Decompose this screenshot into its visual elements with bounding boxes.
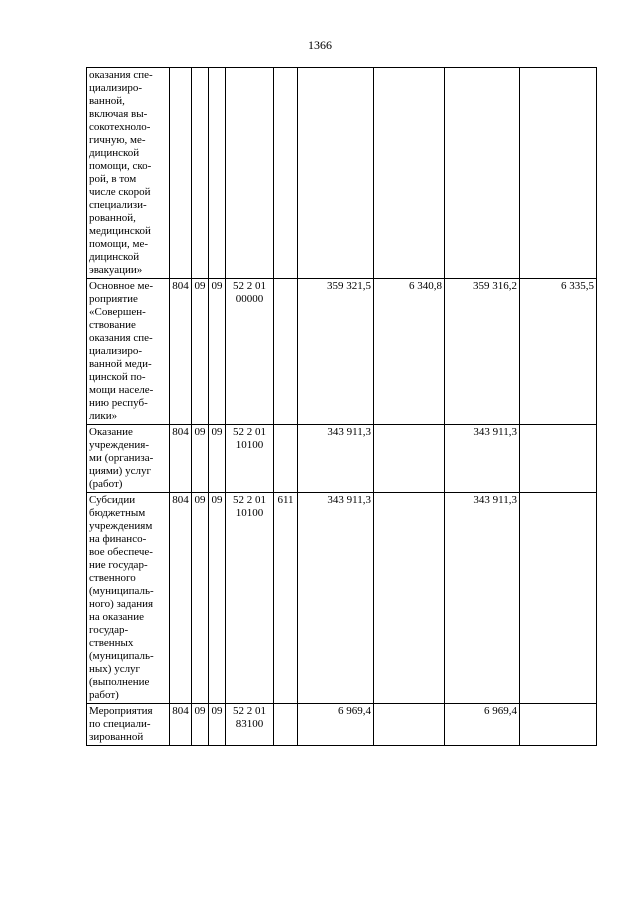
target-article-cell: 52 2 01 10100 <box>226 425 274 493</box>
target-article-cell: 52 2 01 10100 <box>226 493 274 704</box>
section-code-cell: 09 <box>192 704 209 746</box>
expense-type-cell <box>274 279 298 425</box>
amount-cell-1 <box>298 68 374 279</box>
amount-cell-2 <box>374 68 445 279</box>
amount-cell-1: 343 911,3 <box>298 425 374 493</box>
ministry-code-cell: 804 <box>170 493 192 704</box>
ministry-code-cell: 804 <box>170 279 192 425</box>
row-name-cell: Мероприятия по специали- зированной <box>87 704 170 746</box>
budget-table <box>86 67 597 746</box>
amount-cell-1: 359 321,5 <box>298 279 374 425</box>
expense-type-cell: 611 <box>274 493 298 704</box>
subsection-code-cell <box>209 68 226 279</box>
amount-cell-2 <box>374 425 445 493</box>
amount-cell-4 <box>520 704 597 746</box>
target-article-cell <box>226 68 274 279</box>
expense-type-cell <box>274 704 298 746</box>
target-article-cell: 52 2 01 83100 <box>226 704 274 746</box>
amount-cell-3 <box>445 68 520 279</box>
section-code-cell: 09 <box>192 493 209 704</box>
amount-cell-4 <box>520 68 597 279</box>
amount-cell-2 <box>374 493 445 704</box>
amount-cell-4: 6 335,5 <box>520 279 597 425</box>
amount-cell-1: 343 911,3 <box>298 493 374 704</box>
subsection-code-cell: 09 <box>209 425 226 493</box>
amount-cell-3: 343 911,3 <box>445 425 520 493</box>
row-name-cell: Основное ме- роприятие «Совершен- ствование оказания спе- циализиро- ванной меди- цинской по- мощи населе- нию респуб- лики» <box>87 279 170 425</box>
amount-cell-2: 6 340,8 <box>374 279 445 425</box>
expense-type-cell <box>274 425 298 493</box>
table-row <box>87 68 597 279</box>
subsection-code-cell: 09 <box>209 704 226 746</box>
amount-cell-4 <box>520 425 597 493</box>
amount-cell-4 <box>520 493 597 704</box>
row-name-cell: Субсидии бюджетным учреждениям на финансо- вое обеспече- ние государ- ственного (муниципаль- ного) задания на оказание государ- ственных (муниципаль- ных) услуг (выполнение работ) <box>87 493 170 704</box>
amount-cell-3: 359 316,2 <box>445 279 520 425</box>
table-row <box>87 425 597 493</box>
table-row <box>87 493 597 704</box>
amount-cell-2 <box>374 704 445 746</box>
table-row <box>87 704 597 746</box>
target-article-cell: 52 2 01 00000 <box>226 279 274 425</box>
row-name-cell: оказания спе- циализиро- ванной, включая вы- сокотехноло- гичную, ме- дицинской помощи, ско- рой, в том числе скорой специализи- рованной, медицинской помощи, ме- дицинской эвакуации» <box>87 68 170 279</box>
ministry-code-cell: 804 <box>170 704 192 746</box>
section-code-cell <box>192 68 209 279</box>
page-number: 1366 <box>308 38 332 52</box>
ministry-code-cell: 804 <box>170 425 192 493</box>
amount-cell-1: 6 969,4 <box>298 704 374 746</box>
subsection-code-cell: 09 <box>209 279 226 425</box>
table-row <box>87 279 597 425</box>
section-code-cell: 09 <box>192 279 209 425</box>
expense-type-cell <box>274 68 298 279</box>
row-name-cell: Оказание учреждения- ми (организа- циями) услуг (работ) <box>87 425 170 493</box>
section-code-cell: 09 <box>192 425 209 493</box>
amount-cell-3: 6 969,4 <box>445 704 520 746</box>
ministry-code-cell <box>170 68 192 279</box>
amount-cell-3: 343 911,3 <box>445 493 520 704</box>
subsection-code-cell: 09 <box>209 493 226 704</box>
